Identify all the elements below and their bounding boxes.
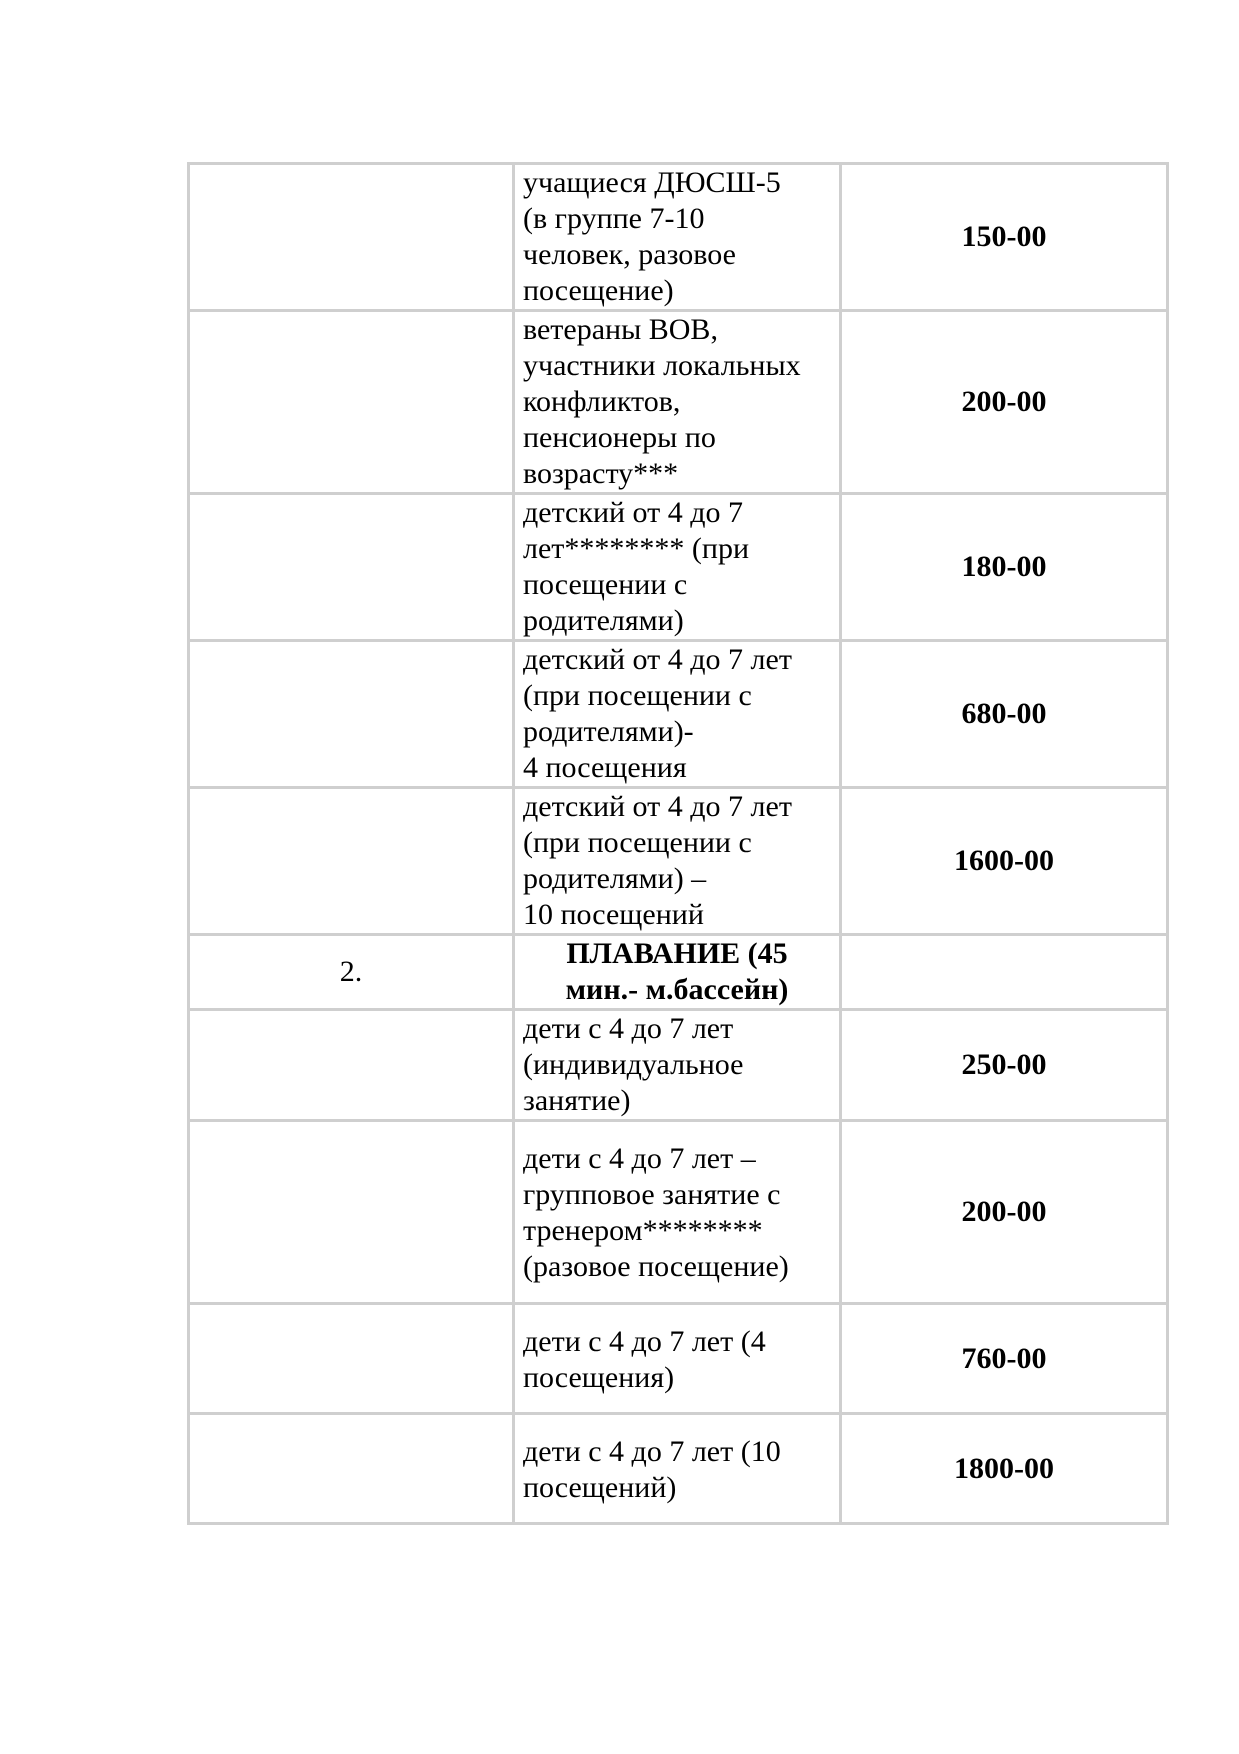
row-description-cell: дети с 4 до 7 лет (4 посещения)	[514, 1304, 841, 1414]
table-row	[189, 788, 1168, 935]
row-price-cell: 200-00	[841, 311, 1168, 494]
row-description-cell: дети с 4 до 7 лет (10 посещений)	[514, 1414, 841, 1524]
row-description-cell: детский от 4 до 7 лет (при посещении с родителями)- 4 посещения	[514, 641, 841, 788]
row-number-cell	[189, 164, 514, 311]
row-number-cell	[189, 1010, 514, 1121]
table-row	[189, 1010, 1168, 1121]
section-number-cell: 2.	[189, 935, 514, 1010]
price-table	[187, 162, 1169, 1525]
row-number-cell	[189, 788, 514, 935]
row-description-cell: учащиеся ДЮСШ-5 (в группе 7-10 человек, разовое посещение)	[514, 164, 841, 311]
row-description-cell: ветераны ВОВ, участники локальных конфликтов, пенсионеры по возрасту***	[514, 311, 841, 494]
row-price-cell: 1600-00	[841, 788, 1168, 935]
table-row	[189, 311, 1168, 494]
row-price-cell: 250-00	[841, 1010, 1168, 1121]
row-price-cell: 200-00	[841, 1121, 1168, 1304]
row-number-cell	[189, 1121, 514, 1304]
row-number-cell	[189, 641, 514, 788]
row-number-cell	[189, 1304, 514, 1414]
table-row	[189, 164, 1168, 311]
table-row	[189, 1414, 1168, 1524]
row-description-cell: дети с 4 до 7 лет – групповое занятие с тренером******** (разовое посещение)	[514, 1121, 841, 1304]
section-title-cell: ПЛАВАНИЕ (45 мин.- м.бассейн)	[514, 935, 841, 1010]
section-price-cell	[841, 935, 1168, 1010]
table-row	[189, 641, 1168, 788]
row-number-cell	[189, 1414, 514, 1524]
row-description-cell: детский от 4 до 7 лет******** (при посещении с родителями)	[514, 494, 841, 641]
row-price-cell: 760-00	[841, 1304, 1168, 1414]
table-row	[189, 1304, 1168, 1414]
row-description-cell: детский от 4 до 7 лет (при посещении с родителями) – 10 посещений	[514, 788, 841, 935]
table-row	[189, 1121, 1168, 1304]
row-price-cell: 180-00	[841, 494, 1168, 641]
row-price-cell: 1800-00	[841, 1414, 1168, 1524]
section-header-row	[189, 935, 1168, 1010]
table-row	[189, 494, 1168, 641]
row-number-cell	[189, 311, 514, 494]
row-price-cell: 680-00	[841, 641, 1168, 788]
row-price-cell: 150-00	[841, 164, 1168, 311]
row-number-cell	[189, 494, 514, 641]
row-description-cell: дети с 4 до 7 лет (индивидуальное занятие)	[514, 1010, 841, 1121]
